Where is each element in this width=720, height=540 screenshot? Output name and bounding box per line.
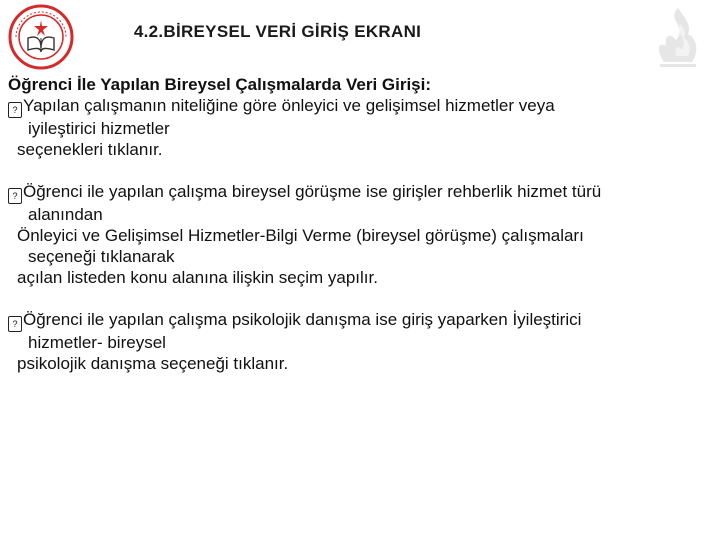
bullet-3-line-3: psikolojik danışma seçeneği tıklanır. (17, 354, 289, 373)
page-title: 4.2.BİREYSEL VERİ GİRİŞ EKRANI (133, 22, 422, 41)
bullet-item-2 (8, 181, 708, 288)
bullet-3-line-2: hizmetler- bireysel (28, 333, 166, 352)
header-band (0, 0, 720, 68)
bullet-1-line-2: iyileştirici hizmetler (28, 119, 170, 138)
bullet-2-line-1: Öğrenci ile yapılan çalışma bireysel görüşme ise girişler rehberlik hizmet türü (23, 182, 602, 201)
bullet-glyph-icon: ? (8, 102, 22, 118)
bullet-2-line-3: Önleyici ve Gelişimsel Hizmetler-Bilgi Verme (bireysel görüşme) çalışmaları (17, 226, 584, 245)
bullet-glyph-icon: ? (8, 188, 22, 204)
flame-watermark-icon (626, 4, 712, 74)
bullet-item-3 (8, 309, 708, 374)
bullet-glyph-icon: ? (8, 316, 22, 332)
section-heading: Öğrenci İle Yapılan Bireysel Çalışmalarda Veri Girişi: (8, 75, 432, 94)
content-area (8, 74, 708, 374)
bullet-3-line-1: Öğrenci ile yapılan çalışma psikolojik danışma ise giriş yaparken İyileştirici (23, 310, 582, 329)
bullet-1-line-1: Yapılan çalışmanın niteliğine göre önleyici ve gelişimsel hizmetler veya (23, 96, 555, 115)
bullet-item-1 (8, 95, 708, 160)
bullet-2-line-4: seçeneği tıklanarak (28, 247, 175, 266)
bullet-1-line-3: seçenekleri tıklanır. (17, 140, 163, 159)
bullet-2-line-2: alanından (28, 205, 103, 224)
bullet-2-line-5: açılan listeden konu alanına ilişkin seçim yapılır. (17, 268, 378, 287)
